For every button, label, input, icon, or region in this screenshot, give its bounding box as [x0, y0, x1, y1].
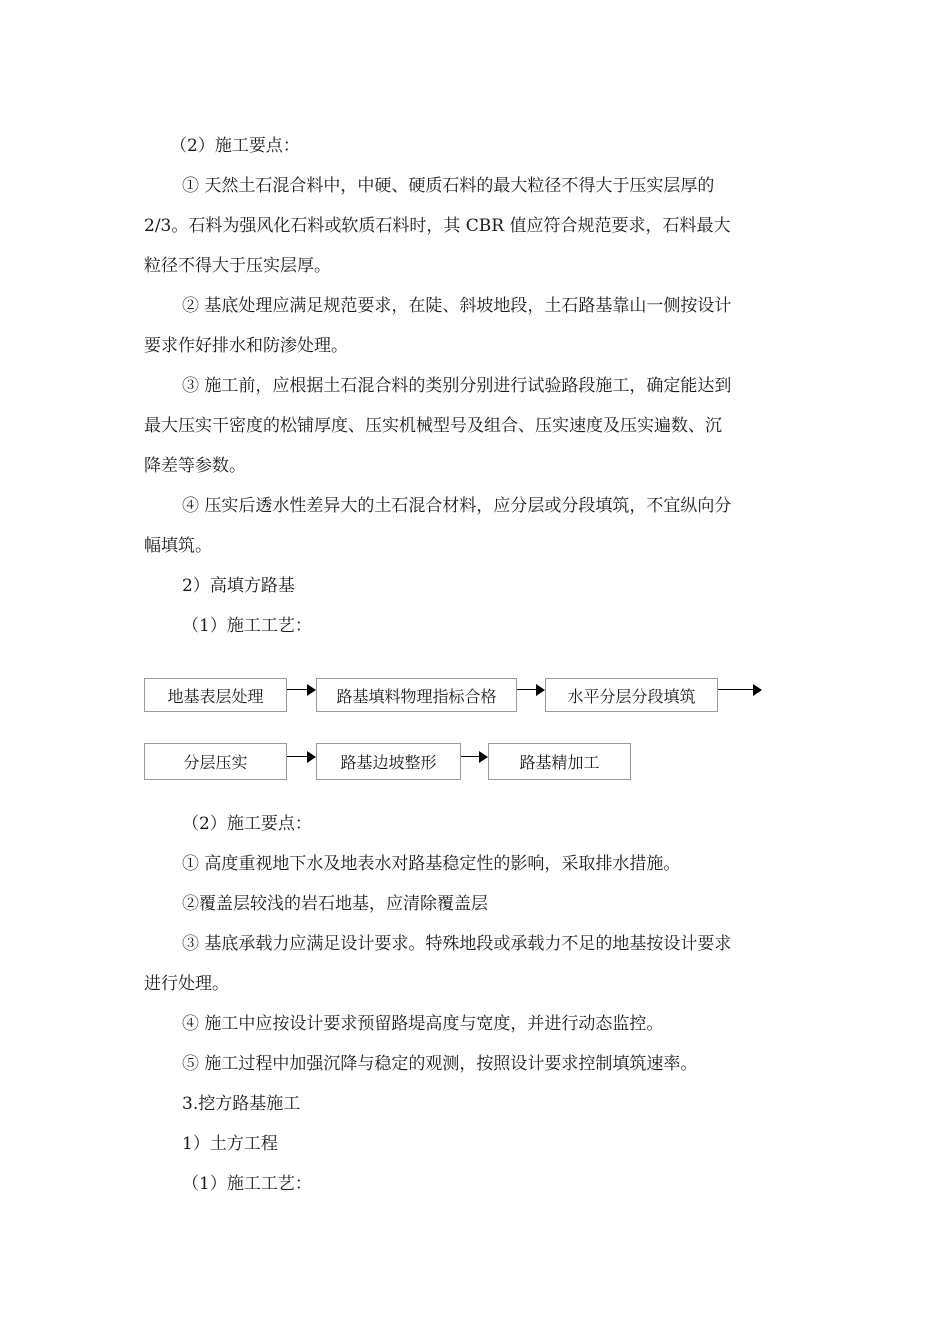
paragraph-line: ②覆盖层较浅的岩石地基，应清除覆盖层 — [182, 894, 488, 914]
flow-arrow — [517, 684, 545, 696]
section-heading-excavation: 3.挖方路基施工 — [182, 1094, 301, 1114]
paragraph-line: 粒径不得大于压实层厚。 — [144, 256, 331, 276]
flow-step-2: 路基填料物理指标合格 — [316, 678, 517, 712]
paragraph-line: ② 基底处理应满足规范要求，在陡、斜坡地段，土石路基靠山一侧按设计 — [182, 296, 732, 316]
flow-arrow — [718, 684, 762, 696]
paragraph-line: 2/3。石料为强风化石料或软质石料时，其 CBR 值应符合规范要求，石料最大 — [144, 216, 731, 236]
flow-arrow — [461, 751, 488, 763]
paragraph-line: 幅填筑。 — [144, 536, 212, 556]
process-heading: （1）施工工艺： — [182, 616, 312, 636]
flow-step-1: 地基表层处理 — [144, 678, 287, 712]
paragraph-line: ④ 压实后透水性差异大的土石混合材料，应分层或分段填筑，不宜纵向分 — [182, 496, 732, 516]
flow-step-4: 分层压实 — [144, 743, 287, 780]
paragraph-line: 降差等参数。 — [144, 456, 246, 476]
paragraph-line: ④ 施工中应按设计要求预留路堤高度与宽度，并进行动态监控。 — [182, 1014, 664, 1034]
flow-arrow — [287, 751, 316, 763]
paragraph-line: 最大压实干密度的松铺厚度、压实机械型号及组合、压实速度及压实遍数、沉 — [144, 416, 722, 436]
paragraph-line: ③ 基底承载力应满足设计要求。特殊地段或承载力不足的地基按设计要求 — [182, 934, 732, 954]
flow-step-6: 路基精加工 — [488, 743, 631, 780]
process-heading: （1）施工工艺： — [182, 1174, 312, 1194]
paragraph-line: 要求作好排水和防渗处理。 — [144, 336, 348, 356]
section-heading-construction-points: （2）施工要点： — [170, 136, 300, 156]
paragraph-line: ③ 施工前，应根据土石混合料的类别分别进行试验路段施工，确定能达到 — [182, 376, 732, 396]
flow-arrow — [287, 684, 316, 696]
paragraph-line: ⑤ 施工过程中加强沉降与稳定的观测，按照设计要求控制填筑速率。 — [182, 1054, 698, 1074]
paragraph-line: ① 天然土石混合料中，中硬、硬质石料的最大粒径不得大于压实层厚的 — [182, 176, 715, 196]
section-heading-high-fill: 2）高填方路基 — [182, 576, 295, 596]
flow-step-3: 水平分层分段填筑 — [545, 678, 718, 712]
flow-step-5: 路基边坡整形 — [316, 743, 461, 780]
paragraph-line: 进行处理。 — [144, 974, 229, 994]
paragraph-line: ① 高度重视地下水及地表水对路基稳定性的影响，采取排水措施。 — [182, 854, 681, 874]
points-heading: （2）施工要点： — [182, 814, 312, 834]
sub-heading-earthwork: 1）土方工程 — [182, 1134, 278, 1154]
